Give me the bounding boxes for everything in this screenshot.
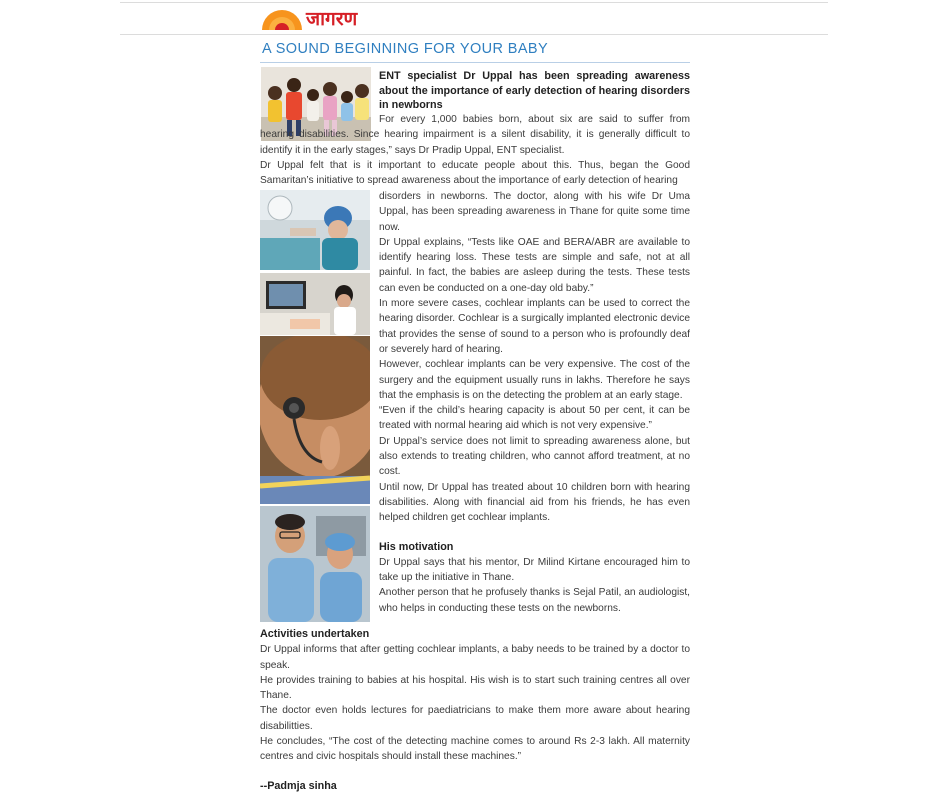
activities-section (260, 627, 690, 794)
doctors-couple-photo (260, 506, 370, 622)
para6-text: “Even if the child’s hearing capacity is about 50 per cent, it can be treated with normal hearing aid which is not very expensive.” (379, 405, 690, 432)
article-para1 (260, 112, 690, 158)
article-para2a (260, 158, 690, 189)
para2a-text: Dr Uppal felt that is it important to educate people about this. Thus, began the Good Samaritan’s initiative to spread awareness about the importance of early detection of hearing (260, 160, 690, 187)
activities1-text: Dr Uppal informs that after getting cochlear implants, a baby needs to be trained by a doctor to speak. (260, 644, 690, 671)
byline: --Padmja sinha (260, 779, 337, 792)
motivation-heading: His motivation (379, 540, 454, 553)
surgery-photo (260, 190, 370, 270)
sun-logo-icon (260, 6, 304, 32)
para1-text: For every 1,000 babies born, about six are said to suffer from hearing disabilities. Since hearing impairment is a silent disability, it is generally difficult to identify it in the early stages,” says Dr Pradip Uppal, ENT specialist. (260, 114, 690, 156)
logo-wordmark: जागरण (306, 8, 358, 30)
para2b-text: disorders in newborns. The doctor, along with his wife Dr Uma Uppal, has been spreading awareness in Thane for quite some time now. (379, 191, 690, 233)
para5-text: However, cochlear implants can be very expensive. The cost of the surgery and the equipment usually runs in lakhs. Therefore he says that the emphasis is on the detecting the problem at an early stage. (379, 359, 690, 401)
top-divider (120, 2, 828, 3)
headline-underline (260, 62, 690, 63)
article-column-right (379, 189, 690, 616)
jagran-logo[interactable] (260, 6, 370, 32)
hearing-test-photo (260, 273, 370, 335)
para7-text: Dr Uppal’s service does not limit to spreading awareness alone, but also extends to treating children, who cannot afford treatment, at no cost. (379, 435, 690, 478)
article-headline: A SOUND BEGINNING FOR YOUR BABY (262, 41, 549, 57)
activities4-text: He concludes, “The cost of the detecting machine comes to around Rs 2-3 lakh. All maternity centres and civic hospitals should install these machines.” (260, 736, 690, 763)
motivation1-text: Dr Uppal says that his mentor, Dr Milind Kirtane encouraged him to take up the initiative in Thane. (379, 556, 690, 584)
para3-text: Dr Uppal explains, “Tests like OAE and BERA/ABR are available to identify hearing loss. These tests are simple and safe, not at all painful. In fact, the babies are asleep during the tests. These tests can even be conducted on a one-day old baby.” (379, 236, 690, 294)
child-cochlear-implant-photo (260, 336, 370, 504)
activities2-text: He provides training to babies at his hospital. His wish is to start such training centres all over Thane. (260, 674, 690, 702)
activities3-text: The doctor even holds lectures for paediatricians to make them more aware about hearing disabilitties. (260, 705, 690, 732)
article-body-top (379, 69, 690, 113)
masthead-divider (120, 34, 828, 35)
activities-heading: Activities undertaken (260, 628, 370, 640)
motivation2-text: Another person that he profusely thanks is Sejal Patil, an audiologist, who helps in conducting these tests on the newborns. (379, 587, 690, 614)
para4-text: In more severe cases, cochlear implants can be used to correct the hearing disorder. Cochlear is a surgically implanted electronic device that provides the sense of sound to a person who is profoundly deaf or severely hard of hearing. (379, 298, 690, 355)
para8-text: Until now, Dr Uppal has treated about 10 children born with hearing disabilities. Along with financial aid from his friends, he has even helped children get cochlear implants. (379, 481, 690, 524)
article-lead: ENT specialist Dr Uppal has been spreading awareness about the importance of early detection of hearing disorders in newborns (379, 70, 690, 111)
